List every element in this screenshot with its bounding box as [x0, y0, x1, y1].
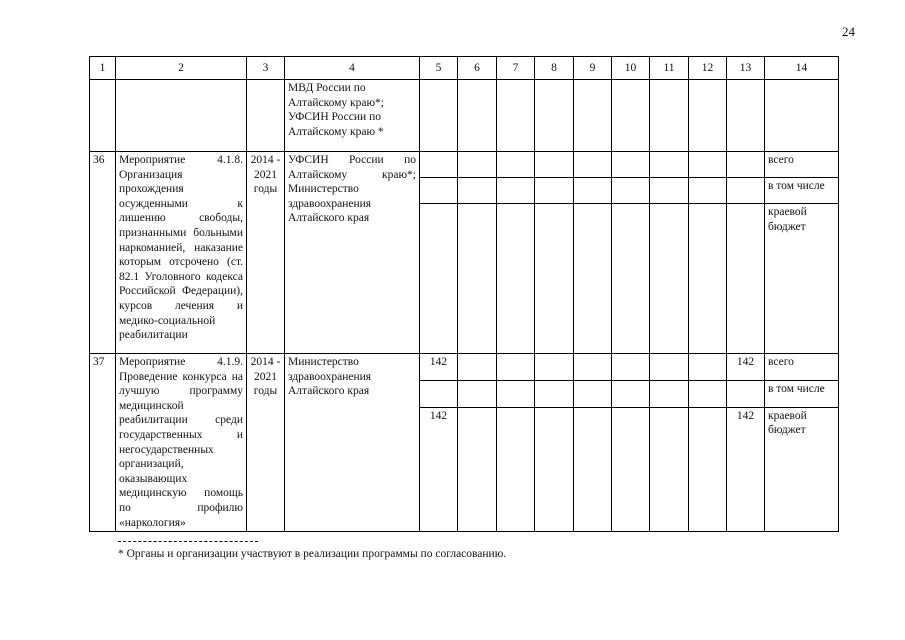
value-cell: 142: [727, 407, 765, 531]
header-cell: 13: [727, 57, 765, 80]
header-cell: 11: [650, 57, 689, 80]
header-row: [90, 57, 839, 80]
header-cell: 6: [458, 57, 497, 80]
measure-cell: Мероприятие 4.1.9. Проведение конкурса на лучшую программу медицинской реабилитации среди государственных и негосударственных организаций, оказывающих медицинскую помощь по профилю «наркология»: [116, 354, 247, 532]
footnote: * Органы и организации участвуют в реализации программы по согласованию.: [118, 548, 507, 560]
measure-cell: Мероприятие 4.1.8. Организация прохождения осужденными к лишению свободы, признанными больными наркоманией, наказание которым отсрочено (ст. 82.1 Уголовного кодекса Российской Федерации), курсов лечения и медико-социальной реабилитации: [116, 152, 247, 354]
value-cell: [727, 204, 765, 354]
value-cell: [727, 152, 765, 178]
executors-cell: Министерство здравоохранения Алтайского края: [285, 354, 420, 532]
funding-label: всего: [765, 354, 839, 381]
header-cell: 10: [612, 57, 650, 80]
funding-label: всего: [765, 152, 839, 178]
header-cell: 12: [689, 57, 727, 80]
executors-cell: МВД России по Алтайскому краю*; УФСИН России по Алтайскому краю *: [285, 80, 420, 152]
header-cell: 5: [420, 57, 458, 80]
page-number: 24: [842, 24, 855, 39]
table-row: [90, 152, 839, 178]
header-cell: 14: [765, 57, 839, 80]
value-cell: [420, 204, 458, 354]
value-cell: 142: [727, 354, 765, 381]
value-cell: [420, 152, 458, 178]
funding-label: в том числе: [765, 380, 839, 407]
value-cell: 142: [420, 407, 458, 531]
row-number: 36: [90, 152, 116, 354]
footnote-divider: [118, 541, 258, 542]
header-cell: 4: [285, 57, 420, 80]
header-cell: 9: [574, 57, 612, 80]
executors-cell: УФСИН России по Алтайскому краю*; Министерство здравоохранения Алтайского края: [285, 152, 420, 354]
value-cell: 142: [420, 354, 458, 381]
period-cell: 2014 - 2021 годы: [247, 152, 285, 354]
value-cell: [420, 178, 458, 204]
header-cell: 1: [90, 57, 116, 80]
value-cell: [420, 380, 458, 407]
value-cell: [727, 178, 765, 204]
funding-label: краевой бюджет: [765, 204, 839, 354]
value-cell: [727, 380, 765, 407]
header-cell: 2: [116, 57, 247, 80]
program-table: [89, 56, 839, 532]
funding-label: в том числе: [765, 178, 839, 204]
row-number: 37: [90, 354, 116, 532]
header-cell: 3: [247, 57, 285, 80]
period-cell: 2014 - 2021 годы: [247, 354, 285, 532]
header-cell: 8: [535, 57, 574, 80]
continuation-row: [90, 80, 839, 152]
header-cell: 7: [497, 57, 535, 80]
table-row: [90, 354, 839, 381]
funding-label: краевой бюджет: [765, 407, 839, 531]
